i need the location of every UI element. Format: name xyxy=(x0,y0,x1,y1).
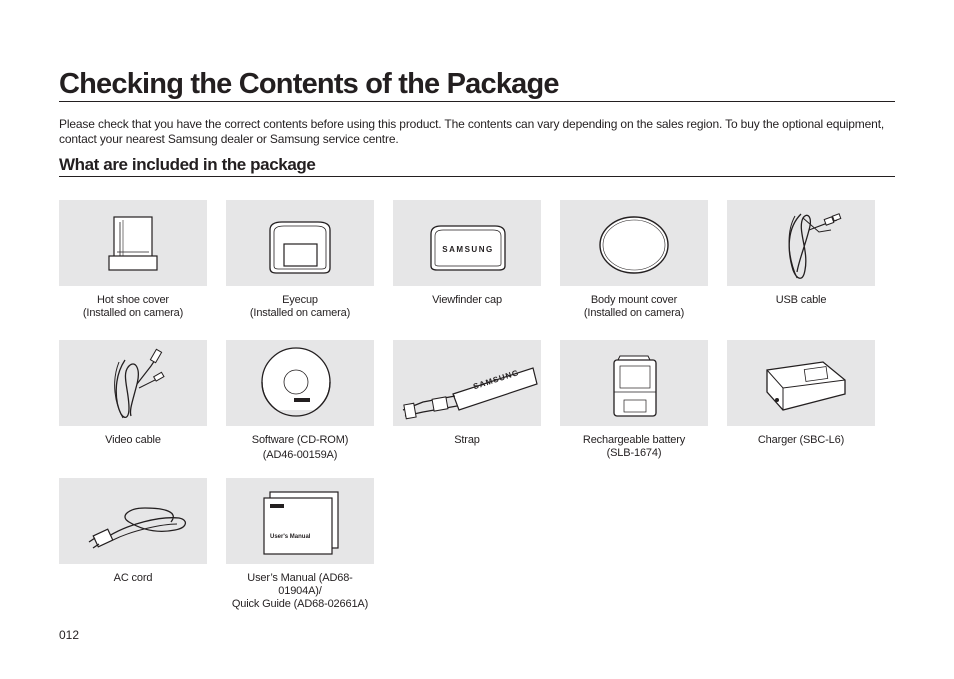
eyecup-icon xyxy=(226,200,374,286)
page-title: Checking the Contents of the Package xyxy=(59,68,559,100)
page-number: 012 xyxy=(59,628,80,642)
item-caption-sub: (Installed on camera) xyxy=(82,307,184,319)
item-caption: AC cord xyxy=(113,572,153,584)
manual-cover-text: User's Manual xyxy=(270,534,311,540)
video-cable-icon xyxy=(59,340,207,426)
item-image-box xyxy=(560,200,708,286)
package-item-body-mount-cover xyxy=(560,200,708,320)
body-mount-cover-icon xyxy=(560,200,708,286)
item-caption: Rechargeable battery xyxy=(582,434,686,446)
usb-cable-icon xyxy=(727,200,875,286)
samsung-logo-text: SAMSUNG xyxy=(472,367,521,392)
section-rule xyxy=(59,176,895,177)
package-item-battery xyxy=(560,340,708,460)
item-image-box xyxy=(59,200,207,286)
item-image-box xyxy=(59,340,207,426)
item-image-box xyxy=(393,340,541,426)
item-caption: Video cable xyxy=(105,434,161,446)
item-caption: Body mount cover xyxy=(590,294,678,306)
item-caption-sub: (SLB-1674) xyxy=(606,447,662,459)
package-item-usb-cable xyxy=(727,200,875,307)
package-item-video-cable xyxy=(59,340,207,447)
item-image-box xyxy=(226,340,374,426)
package-item-ac-cord xyxy=(59,478,207,585)
hot-shoe-cover-icon xyxy=(59,200,207,286)
intro-paragraph: Please check that you have the correct contents before using this product. The contents can vary depending on the sales region. To buy the optional equipment, contact your nearest Samsung dealer or Samsung service centre. xyxy=(59,117,885,146)
item-image-box xyxy=(727,340,875,426)
item-caption-sub: (Installed on camera) xyxy=(583,307,685,319)
section-heading: What are included in the package xyxy=(59,155,316,174)
item-caption: Eyecup xyxy=(282,294,318,306)
item-caption: USB cable xyxy=(775,294,827,306)
item-caption: Hot shoe cover xyxy=(97,294,169,306)
item-image-box xyxy=(59,478,207,564)
item-caption: Charger (SBC-L6) xyxy=(757,434,845,446)
package-item-strap xyxy=(393,340,541,447)
item-caption: Viewfinder cap xyxy=(432,294,502,306)
item-image-box xyxy=(727,200,875,286)
item-caption: Software (CD-ROM) xyxy=(251,434,349,446)
item-image-box xyxy=(226,200,374,286)
manual-icon xyxy=(226,478,374,564)
package-item-eyecup xyxy=(226,200,374,320)
item-caption-sub: (Installed on camera) xyxy=(249,307,351,319)
viewfinder-cap-icon xyxy=(393,200,541,286)
battery-icon xyxy=(560,340,708,426)
item-caption-sub: (AD46-00159A) xyxy=(262,449,338,461)
item-caption-sub: Quick Guide (AD68-02661A) xyxy=(231,598,369,610)
package-item-viewfinder-cap xyxy=(393,200,541,307)
package-item-charger xyxy=(727,340,875,447)
ac-cord-icon xyxy=(59,478,207,564)
package-item-hot-shoe-cover xyxy=(59,200,207,320)
strap-icon xyxy=(393,340,541,426)
cd-rom-icon xyxy=(226,340,374,426)
samsung-logo-text: SAMSUNG xyxy=(442,245,494,254)
item-image-box xyxy=(226,478,374,564)
package-item-manual xyxy=(226,478,374,611)
package-item-software-cd xyxy=(226,340,374,462)
item-image-box xyxy=(393,200,541,286)
charger-icon xyxy=(727,340,875,426)
title-rule xyxy=(59,101,895,102)
item-caption: User’s Manual (AD68-01904A)/ xyxy=(247,572,353,597)
item-caption: Strap xyxy=(454,434,480,446)
item-image-box xyxy=(560,340,708,426)
